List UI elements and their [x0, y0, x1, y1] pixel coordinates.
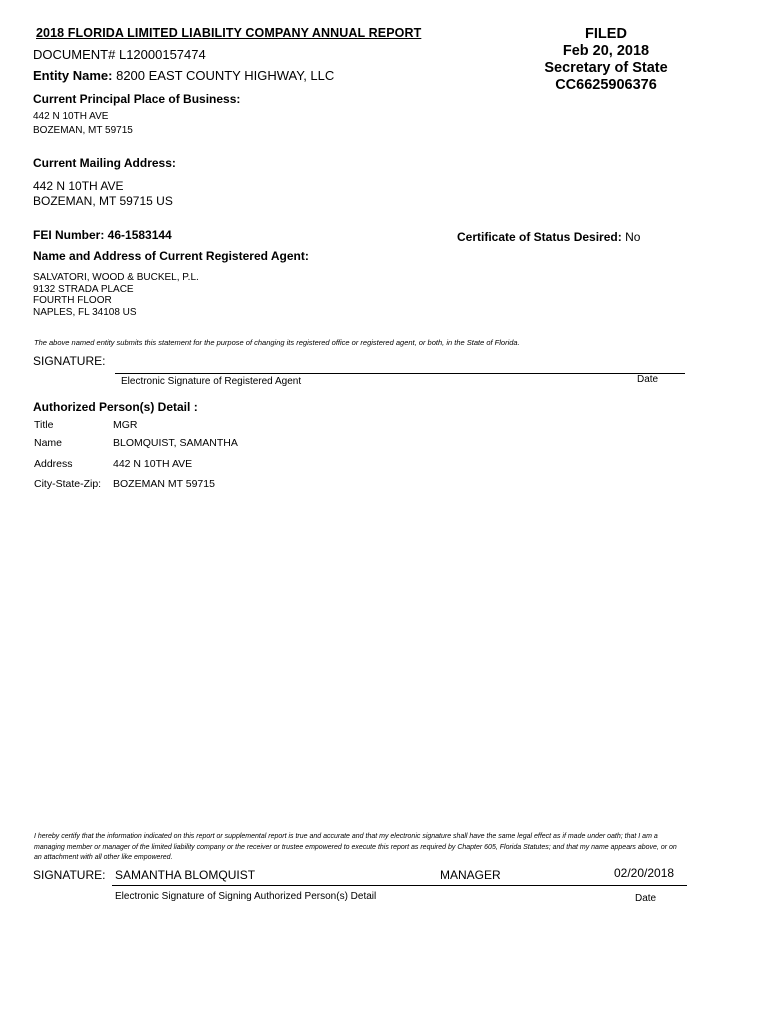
authorized-address-label: Address — [34, 458, 73, 470]
final-signature-date: 02/20/2018 — [614, 866, 675, 880]
final-signature-caption: Electronic Signature of Signing Authorized Person(s) Detail — [115, 891, 377, 902]
authorized-city-label: City-State-Zip: — [34, 478, 102, 490]
certification-statement: I hereby certify that the information indicated on this report or supplemental report is true and accurate and that my electronic signature shall have the same legal effect as if made under oath; that I am a managing member or manager of the limited liability company or the receiver or trustee empowered to execute this report as required by Chapter 605, Florida Statutes; and that my name appears above, or on an attachment with all other like empowered. — [34, 833, 677, 861]
certificate-label: Certificate of Status Desired: — [457, 230, 622, 244]
final-signature-line — [112, 885, 687, 886]
authorized-title-value: MGR — [113, 419, 138, 431]
mailing-address-line1: 442 N 10TH AVE — [33, 179, 124, 193]
final-signature-date-caption: Date — [635, 893, 657, 904]
agent-line: FOURTH FLOOR — [33, 295, 112, 306]
agent-signature-date-caption: Date — [637, 374, 659, 385]
filed-stamp — [500, 26, 712, 94]
document-number-line — [33, 47, 206, 62]
mailing-address-heading: Current Mailing Address: — [33, 156, 176, 170]
filed-date: Feb 20, 2018 — [562, 43, 650, 59]
document-number: L12000157474 — [118, 47, 206, 62]
agent-statement: The above named entity submits this statement for the purpose of changing its registered office or registered agent, or both, in the State of Florida. — [34, 338, 520, 347]
agent-signature-caption: Electronic Signature of Registered Agent — [121, 376, 302, 387]
document-label: DOCUMENT# — [33, 47, 116, 62]
authorized-heading: Authorized Person(s) Detail : — [33, 400, 198, 414]
authorized-name-label: Name — [34, 437, 63, 449]
agent-signature-line — [115, 373, 685, 374]
final-signature-role: MANAGER — [440, 868, 501, 882]
fei-number: FEI Number: 46-1583144 — [33, 228, 172, 242]
entity-label: Entity Name: — [33, 68, 113, 83]
agent-line: SALVATORI, WOOD & BUCKEL, P.L. — [33, 272, 199, 283]
agent-line: NAPLES, FL 34108 US — [33, 306, 137, 318]
principal-address-line2: BOZEMAN, MT 59715 — [33, 125, 133, 136]
certificate-value: No — [625, 230, 641, 244]
principal-address-line1: 442 N 10TH AVE — [33, 111, 109, 122]
report-title: 2018 FLORIDA LIMITED LIABILITY COMPANY ANNUAL REPORT — [36, 26, 422, 40]
filed-status: FILED — [585, 26, 627, 42]
authorized-city-value: BOZEMAN MT 59715 — [113, 478, 215, 490]
filed-code: CC6625906376 — [555, 77, 657, 93]
authorized-name-value: BLOMQUIST, SAMANTHA — [113, 437, 238, 449]
authorized-title-label: Title — [34, 419, 54, 431]
principal-place-heading: Current Principal Place of Business: — [33, 92, 241, 106]
mailing-address-line2: BOZEMAN, MT 59715 US — [33, 194, 173, 208]
agent-signature-label: SIGNATURE: — [33, 354, 106, 368]
registered-agent-address — [33, 272, 199, 318]
entity-name-line — [33, 68, 334, 83]
final-signature-label: SIGNATURE: — [33, 868, 106, 882]
registered-agent-heading: Name and Address of Current Registered Agent: — [33, 249, 309, 263]
certificate-of-status — [457, 230, 640, 244]
final-signature-name: SAMANTHA BLOMQUIST — [115, 868, 256, 882]
filed-office: Secretary of State — [544, 60, 668, 76]
authorized-address-value: 442 N 10TH AVE — [113, 458, 193, 470]
entity-name: 8200 EAST COUNTY HIGHWAY, LLC — [116, 68, 335, 83]
agent-line: 9132 STRADA PLACE — [33, 283, 134, 295]
